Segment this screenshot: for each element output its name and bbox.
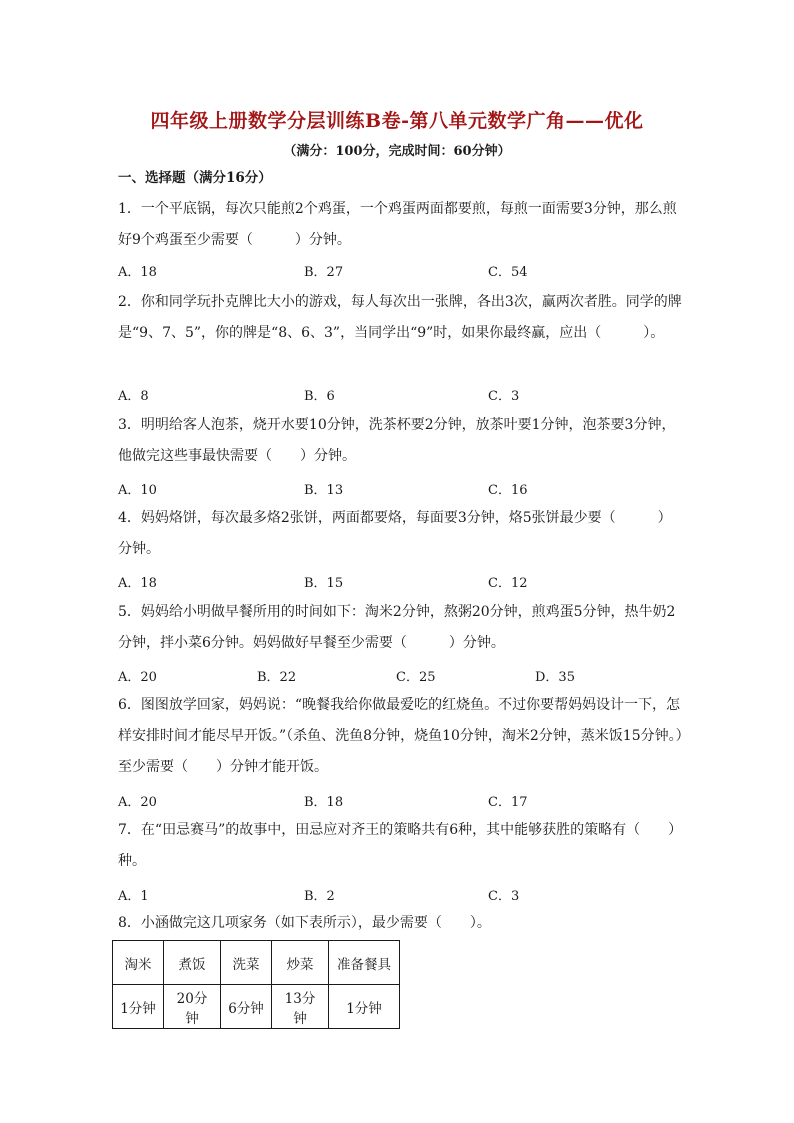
- option-c: C．3: [488, 389, 520, 404]
- question-5: 5．妈妈给小明做早餐所用的时间如下：淘米2分钟，熬粥20分钟，煎鸡蛋5分钟，热牛奶2分钟，拌小菜6分钟。妈妈做好早餐至少需要（ ）分钟。: [118, 604, 676, 651]
- option-b: B．6: [304, 389, 335, 404]
- chores-table: [112, 940, 400, 1029]
- option-a: A．20: [118, 670, 157, 685]
- option-a: A．18: [118, 576, 157, 591]
- page-title: 四年级上册数学分层训练B卷-第八单元数学广角——优化: [150, 110, 644, 132]
- option-b: B．2: [304, 889, 335, 904]
- table-cell: 20分钟: [164, 985, 221, 1029]
- option-a: A．10: [118, 483, 157, 498]
- question-8: 8．小涵做完这几项家务（如下表所示），最少需要（ ）。: [118, 915, 491, 931]
- option-c: C．16: [488, 483, 528, 498]
- option-c: C．25: [396, 670, 436, 685]
- question-6: 6．图图放学回家，妈妈说：“晚餐我给你做最爱吃的红烧鱼。不过你要帮妈妈设计一下，怎样安排时间才能尽早开饭。”（杀鱼、洗鱼8分钟，烧鱼10分钟，淘米2分钟，蒸米饭15分钟。）至少需要（ ）分钟才能开饭。: [118, 697, 683, 775]
- table-cell: 1分钟: [329, 985, 400, 1029]
- option-d: D．35: [535, 670, 575, 685]
- question-4-options: [118, 572, 683, 592]
- table-cell: 13分钟: [272, 985, 329, 1029]
- option-b: B．22: [257, 670, 297, 685]
- table-header-cell: 淘米: [113, 941, 164, 985]
- question-5-options: [118, 666, 683, 686]
- option-b: B．15: [304, 576, 344, 591]
- question-2: 2．你和同学玩扑克牌比大小的游戏，每人每次出一张牌，各出3次，赢两次者胜。同学的牌是“9、7、5”，你的牌是“8、6、3”，当同学出“9”时，如果你最终赢，应出（ ）。: [118, 294, 682, 341]
- question-3-options: [118, 479, 683, 499]
- table-header-cell: 煮饭: [164, 941, 221, 985]
- question-1: 1．一个平底锅，每次只能煎2个鸡蛋，一个鸡蛋两面都要煎，每煎一面需要3分钟，那么煎好9个鸡蛋至少需要（ ）分钟。: [118, 201, 677, 248]
- option-a: A．1: [118, 889, 149, 904]
- option-b: B．27: [304, 265, 344, 280]
- option-c: C．17: [488, 795, 528, 810]
- option-b: B．18: [304, 795, 344, 810]
- option-c: C．3: [488, 889, 520, 904]
- option-c: C．12: [488, 576, 528, 591]
- option-c: C．54: [488, 265, 528, 280]
- table-row: [113, 985, 400, 1029]
- question-2-options: [118, 385, 683, 405]
- page-subtitle: （满分：100分，完成时间：60分钟）: [283, 144, 511, 159]
- question-7: 7．在“田忌赛马”的故事中，田忌应对齐王的策略共有6种，其中能够获胜的策略有（ ）种。: [118, 822, 683, 869]
- table-header-cell: 准备餐具: [329, 941, 400, 985]
- option-a: A．8: [118, 389, 149, 404]
- table-header-cell: 洗菜: [221, 941, 272, 985]
- table-cell: 6分钟: [221, 985, 272, 1029]
- option-a: A．18: [118, 265, 157, 280]
- table-cell: 1分钟: [113, 985, 164, 1029]
- question-4: 4．妈妈烙饼，每次最多烙2张饼，两面都要烙，每面要3分钟，烙5张饼最少要（ ）分钟。: [118, 510, 672, 557]
- section-heading: 一、选择题（满分16分）: [118, 170, 272, 186]
- question-3: 3．明明给客人泡茶，烧开水要10分钟，洗茶杯要2分钟，放茶叶要1分钟，泡茶要3分钟，他做完这些事最快需要（ ）分钟。: [118, 417, 676, 464]
- table-header-cell: 炒菜: [272, 941, 329, 985]
- question-1-options: [118, 261, 683, 281]
- option-a: A．20: [118, 795, 157, 810]
- question-7-options: [118, 885, 683, 905]
- question-6-options: [118, 791, 683, 811]
- table-row: [113, 941, 400, 985]
- option-b: B．13: [304, 483, 344, 498]
